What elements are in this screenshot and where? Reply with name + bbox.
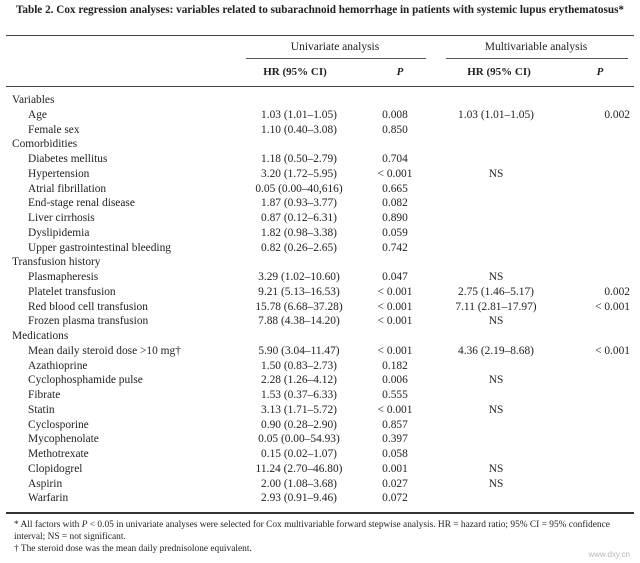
multivariable-hr-cell — [432, 329, 560, 344]
footnote-1-p: P — [81, 520, 88, 530]
univariate-hr-cell: 1.53 (0.37–6.33) — [261, 389, 337, 401]
table-row — [6, 123, 634, 138]
multivariable-p-cell — [560, 447, 634, 462]
univariate-p-cell: < 0.001 — [377, 403, 413, 416]
multivariable-p-header — [570, 66, 630, 78]
univariate-hr-header: HR (95% CI) — [263, 66, 327, 78]
univariate-hr-cell: 1.10 (0.40–3.08) — [261, 123, 337, 136]
bottom-rule — [6, 512, 634, 514]
regression-table — [6, 93, 634, 506]
row-label: Plasmapheresis — [28, 271, 99, 283]
univariate-hr-cell: 1.50 (0.83–2.73) — [261, 359, 337, 372]
multivariable-hr-cell: NS — [488, 315, 504, 328]
univariate-p-cell: 0.001 — [382, 462, 408, 475]
multivariable-p-cell — [560, 167, 634, 182]
section-row — [6, 93, 634, 108]
univariate-p-cell — [358, 255, 432, 270]
univariate-hr-cell: 0.15 (0.02–1.07) — [261, 448, 337, 460]
univariate-p-cell: 0.082 — [382, 197, 408, 210]
univariate-p-cell: 0.665 — [382, 182, 408, 195]
multivariable-p-cell — [560, 241, 634, 256]
table-row — [6, 418, 634, 433]
univariate-hr-cell: 1.03 (1.01–1.05) — [261, 108, 337, 121]
univariate-p-cell: 0.027 — [382, 477, 408, 490]
multivariable-hr-cell: NS — [488, 167, 504, 180]
row-label: Statin — [28, 403, 55, 416]
multivariable-hr-cell: 7.11 (2.81–17.97) — [455, 300, 537, 313]
row-label: Variables — [12, 94, 55, 106]
multivariable-p-cell — [560, 182, 634, 197]
footnote-1-end: < 0.05 in univariate analyses were selected for Cox multivariable forward stepwise analysis. HR = hazard ratio; 95% CI = 95% confidence interval; NS = not significant. — [14, 520, 610, 542]
multivariable-hr-cell — [432, 359, 560, 374]
univariate-p-cell: < 0.001 — [377, 285, 413, 298]
univariate-hr-cell: 7.88 (4.38–14.20) — [258, 315, 340, 328]
univariate-hr-cell: 0.05 (0.00–40,616) — [255, 182, 343, 195]
table-row — [6, 432, 634, 447]
multivariable-p-cell: < 0.001 — [595, 300, 630, 313]
header-rule — [6, 86, 634, 87]
univariate-hr-cell: 3.20 (1.72–5.95) — [261, 167, 337, 180]
section-row — [6, 255, 634, 270]
multivariable-hr-cell: 4.36 (2.19–8.68) — [458, 344, 534, 357]
row-label: Dyslipidemia — [28, 226, 90, 239]
multivariable-hr-cell — [432, 123, 560, 138]
multivariable-p-label: P — [596, 66, 604, 78]
univariate-hr-cell: 1.87 (0.93–3.77) — [261, 197, 337, 210]
table-row — [6, 462, 634, 477]
multivariable-hr-cell — [432, 418, 560, 433]
univariate-p-cell: < 0.001 — [377, 315, 413, 328]
table-row — [6, 403, 634, 418]
row-label: Fibrate — [28, 389, 61, 401]
multivariable-hr-cell — [432, 388, 560, 403]
multivariable-p-cell — [560, 226, 634, 241]
watermark: www.dxy.cn — [588, 550, 630, 559]
multivariable-hr-cell: 2.75 (1.46–5.17) — [458, 285, 534, 298]
multivariable-hr-cell — [432, 211, 560, 226]
table-row — [6, 182, 634, 197]
univariate-p-cell: 0.850 — [382, 123, 408, 136]
multivariable-hr-cell: NS — [488, 462, 504, 475]
row-label: Age — [28, 108, 47, 121]
multivariable-p-cell — [560, 373, 634, 388]
univariate-p-cell: 0.742 — [382, 241, 408, 254]
table-row — [6, 447, 634, 462]
univariate-p-cell — [358, 137, 432, 152]
univariate-underline — [246, 58, 426, 59]
table-row — [6, 152, 634, 167]
table-row — [6, 344, 634, 359]
univariate-hr-cell: 11.24 (2.70–46.80) — [255, 462, 343, 475]
row-label: End-stage renal disease — [28, 197, 135, 210]
univariate-hr-cell: 2.00 (1.08–3.68) — [261, 477, 337, 490]
univariate-p-cell — [358, 93, 432, 108]
univariate-hr-cell: 3.13 (1.71–5.72) — [261, 403, 337, 416]
multivariable-p-cell — [560, 462, 634, 477]
footnote-1 — [14, 519, 624, 543]
multivariable-p-cell: 0.002 — [604, 285, 630, 298]
multivariable-p-cell — [560, 477, 634, 492]
univariate-hr-cell — [240, 329, 358, 344]
multivariable-p-cell — [560, 432, 634, 447]
univariate-p-cell: 0.072 — [382, 492, 408, 505]
table-caption: Table 2. Cox regression analyses: variables related to subarachnoid hemorrhage in patients with systemic lupus erythematosus* — [15, 4, 625, 16]
univariate-p-cell: 0.555 — [382, 389, 408, 401]
multivariable-p-cell — [560, 329, 634, 344]
multivariable-p-cell — [560, 491, 634, 506]
multivariable-hr-cell — [432, 255, 560, 270]
univariate-hr-cell: 5.90 (3.04–11.47) — [258, 344, 340, 357]
univariate-header: Univariate analysis — [290, 41, 380, 53]
row-label: Comorbidities — [12, 138, 78, 151]
top-rule — [6, 35, 634, 36]
table-row — [6, 226, 634, 241]
univariate-hr-cell: 2.28 (1.26–4.12) — [261, 374, 337, 387]
multivariable-p-cell — [560, 196, 634, 211]
multivariable-hr-cell: NS — [488, 374, 504, 387]
univariate-p-cell: 0.182 — [382, 359, 408, 372]
table-row — [6, 388, 634, 403]
univariate-hr-cell: 3.29 (1.02–10.60) — [258, 271, 340, 283]
multivariable-hr-cell — [432, 137, 560, 152]
univariate-hr-cell — [240, 137, 358, 152]
table-row — [6, 477, 634, 492]
row-label: Hypertension — [28, 167, 90, 180]
univariate-hr-cell: 0.05 (0.00–54.93) — [258, 433, 340, 446]
multivariable-hr-cell — [432, 196, 560, 211]
univariate-p-cell: 0.008 — [382, 108, 408, 121]
univariate-hr-cell — [240, 255, 358, 270]
univariate-hr-cell: 0.82 (0.26–2.65) — [261, 241, 337, 254]
univariate-p-cell: 0.059 — [382, 226, 408, 239]
multivariable-hr-cell: NS — [488, 271, 504, 283]
univariate-hr-cell — [240, 93, 358, 108]
table-row — [6, 359, 634, 374]
multivariable-p-cell — [560, 211, 634, 226]
table-row — [6, 211, 634, 226]
multivariable-p-cell: < 0.001 — [595, 344, 630, 357]
section-row — [6, 329, 634, 344]
univariate-p-cell — [358, 329, 432, 344]
multivariable-p-cell — [560, 152, 634, 167]
row-label: Mycophenolate — [28, 433, 99, 446]
multivariable-p-cell — [560, 270, 634, 285]
table-row — [6, 196, 634, 211]
row-label: Upper gastrointestinal bleeding — [28, 241, 171, 254]
table-row — [6, 108, 634, 123]
univariate-p-cell: 0.857 — [382, 418, 408, 431]
multivariable-hr-cell — [432, 447, 560, 462]
multivariable-header: Multivariable analysis — [484, 41, 588, 53]
univariate-hr-cell: 0.90 (0.28–2.90) — [261, 418, 337, 431]
row-label: Azathioprine — [28, 359, 88, 372]
univariate-p-cell: 0.704 — [382, 153, 408, 165]
multivariable-hr-cell: NS — [488, 403, 504, 416]
multivariable-p-cell — [560, 403, 634, 418]
univariate-hr-cell: 2.93 (0.91–9.46) — [261, 492, 337, 505]
row-label: Frozen plasma transfusion — [28, 315, 149, 328]
multivariable-hr-cell — [432, 432, 560, 447]
univariate-p-cell: < 0.001 — [377, 167, 413, 180]
row-label: Red blood cell transfusion — [28, 300, 148, 313]
multivariable-p-cell — [560, 93, 634, 108]
table-row — [6, 373, 634, 388]
univariate-p-cell: 0.047 — [382, 271, 408, 283]
multivariable-p-cell — [560, 314, 634, 329]
univariate-hr-cell: 1.82 (0.98–3.38) — [261, 226, 337, 239]
row-label: Liver cirrhosis — [28, 212, 95, 224]
univariate-p-label: P — [396, 66, 404, 78]
multivariable-hr-cell — [432, 93, 560, 108]
table-row — [6, 167, 634, 182]
table-row — [6, 314, 634, 329]
multivariable-p-cell — [560, 137, 634, 152]
row-label: Mean daily steroid dose >10 mg† — [28, 344, 181, 357]
multivariable-hr-cell — [432, 152, 560, 167]
row-label: Methotrexate — [28, 448, 89, 460]
table-row — [6, 300, 634, 315]
univariate-p-cell: 0.058 — [382, 448, 408, 460]
univariate-p-header — [370, 66, 430, 78]
row-label: Diabetes mellitus — [28, 153, 108, 165]
multivariable-hr-cell: NS — [488, 477, 504, 490]
row-label: Transfusion history — [12, 256, 101, 269]
row-label: Platelet transfusion — [28, 285, 116, 298]
multivariable-p-cell — [560, 418, 634, 433]
table-row — [6, 285, 634, 300]
footnote-2: † The steroid dose was the mean daily prednisolone equivalent. — [14, 544, 252, 554]
table-row — [6, 270, 634, 285]
row-label: Warfarin — [28, 492, 69, 505]
row-label: Medications — [12, 330, 69, 342]
multivariable-hr-header: HR (95% CI) — [467, 66, 531, 78]
univariate-hr-cell: 0.87 (0.12–6.31) — [261, 212, 337, 224]
multivariable-hr-cell — [432, 226, 560, 241]
multivariable-hr-cell — [432, 241, 560, 256]
univariate-hr-cell: 9.21 (5.13–16.53) — [258, 285, 340, 298]
univariate-hr-cell: 1.18 (0.50–2.79) — [261, 153, 337, 165]
univariate-hr-cell: 15.78 (6.68–37.28) — [255, 300, 343, 313]
univariate-p-cell: < 0.001 — [377, 344, 413, 357]
table-body — [6, 93, 634, 506]
univariate-p-cell: 0.006 — [382, 374, 408, 387]
multivariable-underline — [446, 58, 628, 59]
table-row — [6, 241, 634, 256]
table-row — [6, 491, 634, 506]
multivariable-p-cell: 0.002 — [604, 108, 630, 121]
row-label: Female sex — [28, 123, 80, 136]
univariate-p-cell: 0.397 — [382, 433, 408, 446]
row-label: Atrial fibrillation — [28, 182, 107, 195]
multivariable-p-cell — [560, 123, 634, 138]
multivariable-hr-cell: 1.03 (1.01–1.05) — [458, 108, 534, 121]
multivariable-hr-cell — [432, 182, 560, 197]
footnotes — [14, 519, 624, 555]
multivariable-p-cell — [560, 359, 634, 374]
row-label: Aspirin — [28, 477, 63, 490]
footnote-1-start: * All factors with — [14, 520, 82, 530]
row-label: Cyclosporine — [28, 418, 89, 431]
section-row — [6, 137, 634, 152]
multivariable-p-cell — [560, 255, 634, 270]
row-label: Clopidogrel — [28, 462, 83, 475]
multivariable-p-cell — [560, 388, 634, 403]
univariate-p-cell: 0.890 — [382, 212, 408, 224]
univariate-p-cell: < 0.001 — [377, 300, 413, 313]
multivariable-hr-cell — [432, 491, 560, 506]
row-label: Cyclophosphamide pulse — [28, 374, 143, 387]
